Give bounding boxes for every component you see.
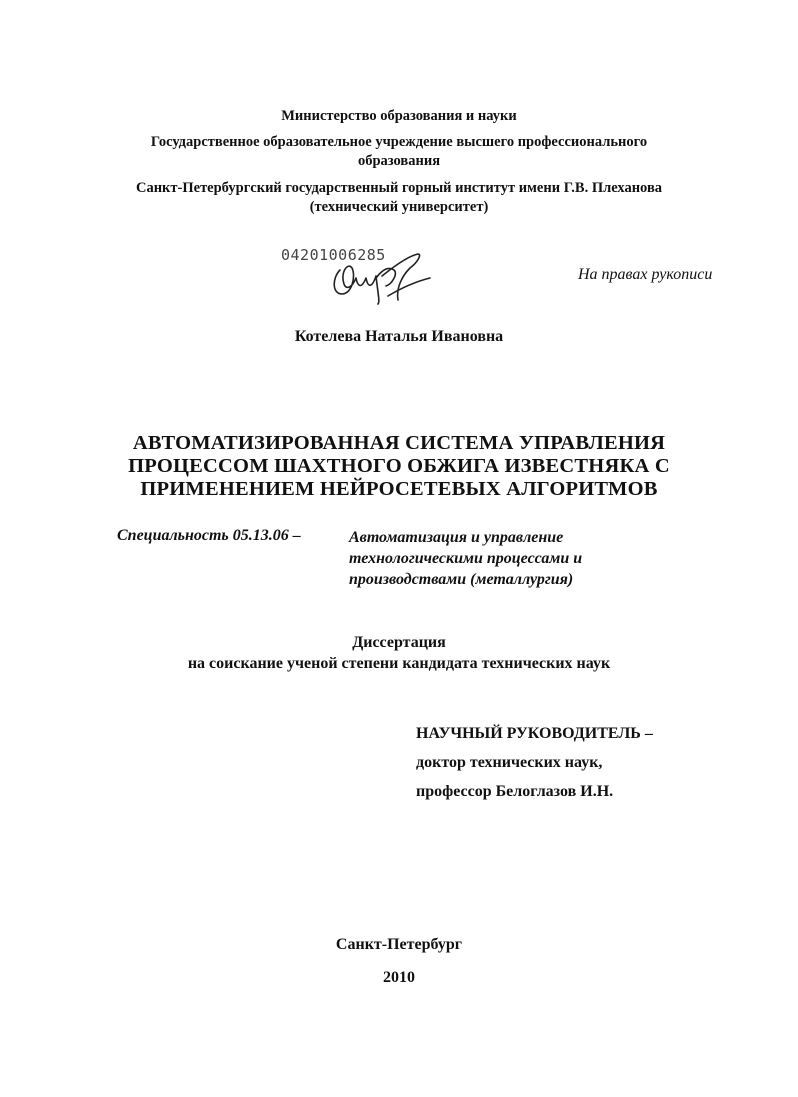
university-line-1: Санкт-Петербургский государственный горный институт имени Г.В. Плеханова	[135, 180, 663, 196]
scientific-advisor	[416, 719, 653, 806]
advisor-name: профессор Белоглазов И.Н.	[416, 783, 614, 800]
dissertation-subheading: на соискание ученой степени кандидата технических наук	[187, 655, 611, 672]
advisor-label: НАУЧНЫЙ РУКОВОДИТЕЛЬ –	[416, 725, 653, 742]
specialty-line-2: технологическими процессами и	[349, 550, 583, 567]
specialty-description	[349, 527, 582, 590]
title-line-1: АВТОМАТИЗИРОВАННАЯ СИСТЕМА УПРАВЛЕНИЯ	[132, 432, 666, 454]
handwritten-signature	[318, 248, 438, 306]
specialty-label: Специальность 05.13.06 –	[117, 527, 301, 544]
ministry-name: Министерство образования и науки	[281, 108, 517, 124]
institution-line-2: образования	[357, 153, 441, 169]
year: 2010	[383, 969, 415, 986]
author-name: Котелева Наталья Ивановна	[294, 328, 504, 345]
serial-number-stamp: 04201006285	[281, 246, 386, 264]
advisor-degree: доктор технических наук,	[416, 754, 603, 771]
dissertation-heading: Диссертация	[352, 634, 446, 651]
institution-name	[0, 133, 798, 171]
footer	[0, 928, 798, 994]
title-line-3: ПРИМЕНЕНИЕМ НЕЙРОСЕТЕВЫХ АЛГОРИТМОВ	[140, 478, 658, 500]
dissertation-title	[0, 432, 798, 501]
specialty-line-1: Автоматизация и управление	[349, 529, 564, 546]
title-line-2: ПРОЦЕССОМ ШАХТНОГО ОБЖИГА ИЗВЕСТНЯКА С	[128, 455, 670, 477]
rights-note: На правах рукописи	[578, 266, 713, 283]
university-line-2: (технический университет)	[309, 199, 489, 215]
dissertation-type	[0, 632, 798, 674]
city-name: Санкт-Петербург	[335, 936, 463, 953]
institution-line-1: Государственное образовательное учреждение высшего профессионального	[150, 134, 648, 150]
university-name	[0, 179, 798, 217]
specialty-line-3: производствами (металлургия)	[349, 571, 574, 588]
